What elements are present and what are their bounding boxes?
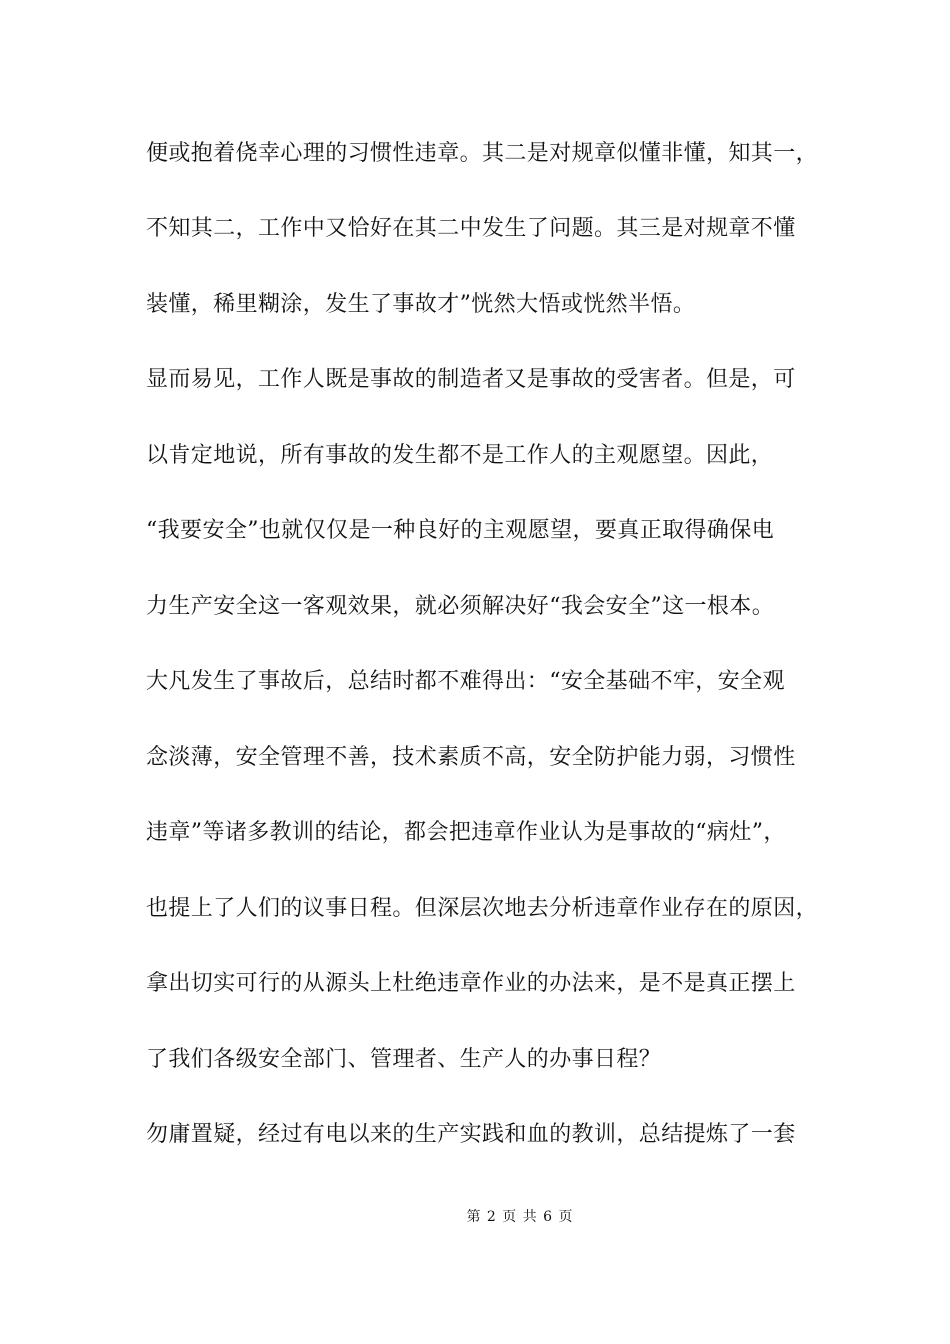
- text-line: 显而易见，工作人既是事故的制造者又是事故的受害者。但是，可: [146, 367, 796, 392]
- text-line: 了我们各级安全部门、管理者、生产人的办事日程？: [146, 1047, 662, 1072]
- text-line: 力生产安全这一客观效果，就必须解决好“我会安全”这一根本。: [146, 594, 775, 619]
- text-line: 拿出切实可行的从源头上杜绝违章作业的办法来，是不是真正摆上: [146, 971, 796, 996]
- text-line: “我要安全”也就仅仅是一种良好的主观愿望，要真正取得确保电: [146, 518, 775, 543]
- text-line: 装懂，稀里糊涂，发生了事故才”恍然大悟或恍然半悟。: [146, 292, 696, 317]
- text-line: 便或抱着侥幸心理的习惯性违章。其二是对规章似懂非懂，知其一，: [146, 141, 819, 166]
- text-line: 勿庸置疑，经过有电以来的生产实践和血的教训，总结提炼了一套: [146, 1122, 796, 1147]
- text-line: 念淡薄，安全管理不善，技术素质不高，安全防护能力弱，习惯性: [146, 745, 796, 770]
- text-line: 不知其二，工作中又恰好在其二中发生了问题。其三是对规章不懂: [146, 216, 796, 241]
- text-line: 违章”等诸多教训的结论，都会把违章作业认为是事故的“病灶”，: [146, 820, 786, 845]
- text-line: 以肯定地说，所有事故的发生都不是工作人的主观愿望。因此，: [146, 443, 774, 468]
- page-number-footer: 第 2 页 共 6 页: [466, 1209, 574, 1225]
- text-line: 也提上了人们的议事日程。但深层次地去分析违章作业存在的原因，: [146, 896, 819, 921]
- text-line: 大凡发生了事故后，总结时都不难得出：“安全基础不牢，安全观: [146, 669, 785, 694]
